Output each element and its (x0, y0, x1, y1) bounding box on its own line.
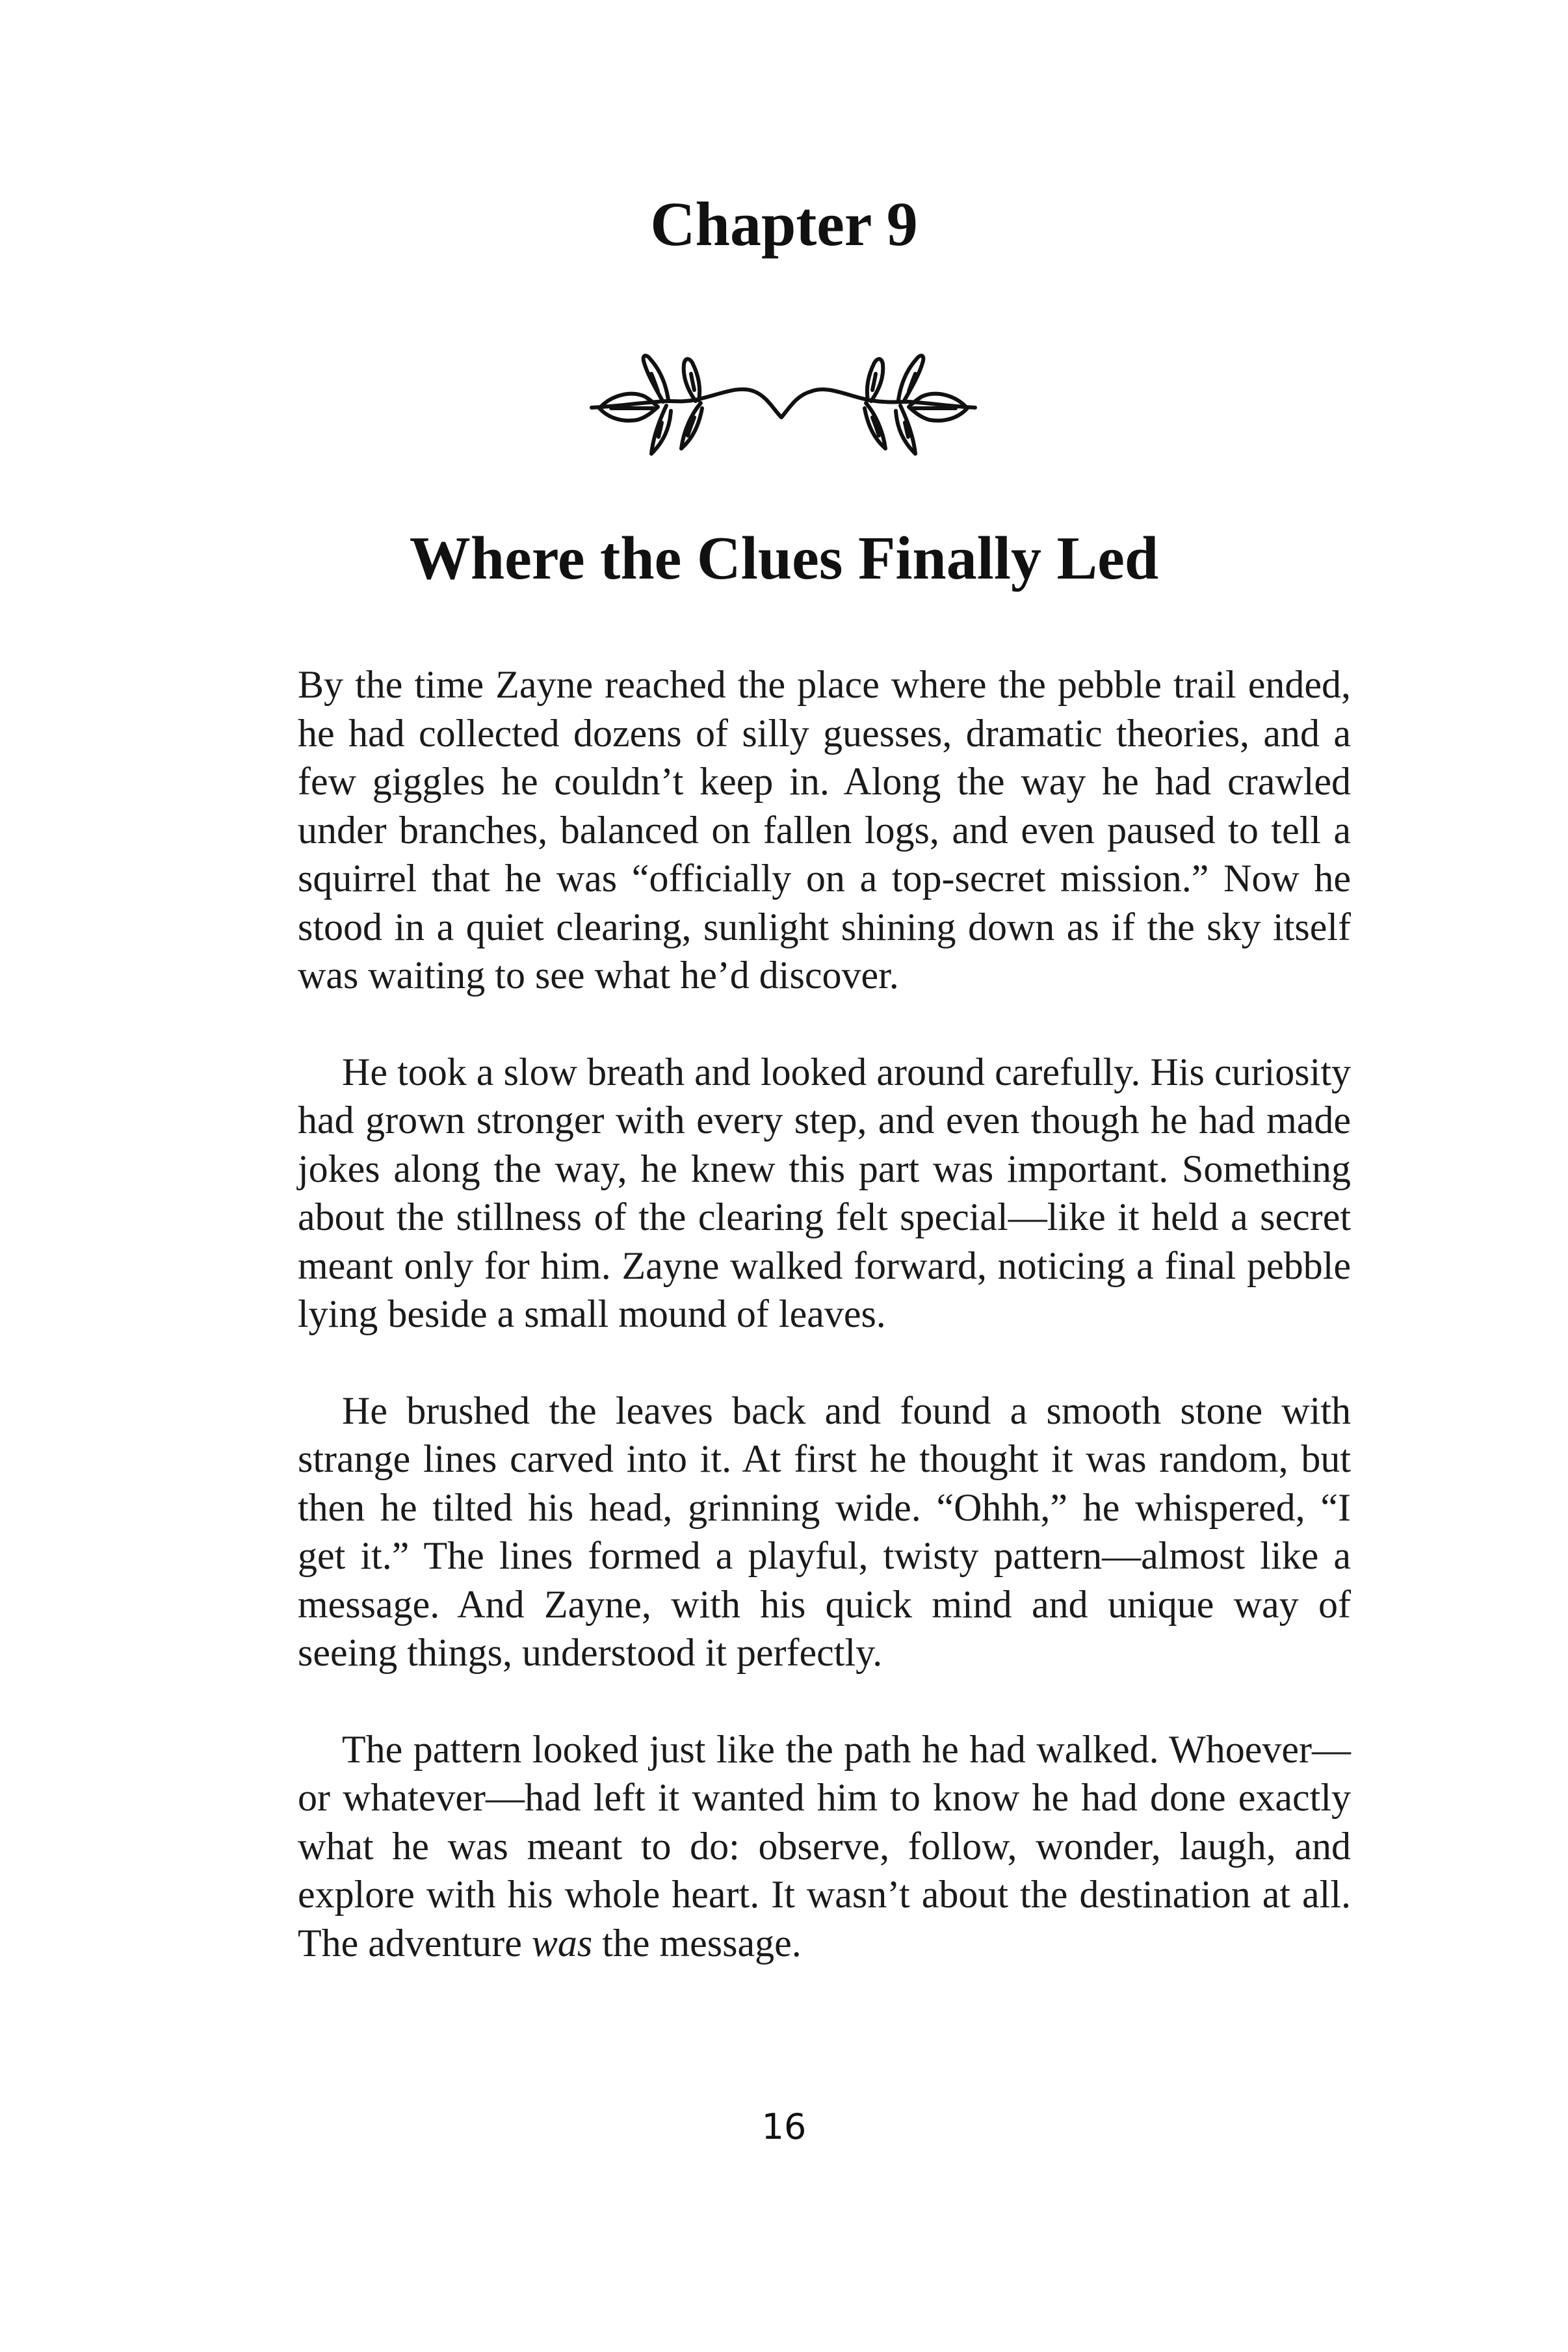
page-number: 16 (761, 2106, 807, 2147)
paragraph-4-text-after: the message. (592, 1921, 802, 1965)
paragraph-4-text-before: The pattern looked just like the path he had walked. Whoever—or whatever—had left it wanted him to know he had done exactly what he was meant to do: observe, follow, wonder, laugh, and explore with his whole heart. It wasn’t about the destination at all. The adventure (298, 1727, 1351, 1965)
paragraph-2: He took a slow breath and looked around carefully. His curiosity had grown stronger with every step, and even though he had made jokes along the way, he knew this part was important. Something about the stillness of the clearing felt special—like it held a secret meant only for him. Zayne walked forward, noticing a final pebble lying beside a small mound of leaves. (298, 1050, 1351, 1335)
paragraph-4-emphasis: was (531, 1921, 593, 1965)
chapter-number-heading: Chapter 9 (650, 189, 918, 259)
leaf-vine-divider-icon (540, 338, 1112, 468)
paragraph-1: By the time Zayne reached the place where the pebble trail ended, he had collected dozens of silly guesses, dramatic theories, and a few giggles he couldn’t keep in. Along the way he had crawled under branches, balanced on fallen logs, and even paused to tell a squirrel that he was “officially on a top-secret mission.” Now he stood in a quiet clearing, sunlight shining down as if the sky itself was waiting to see what he’d discover. (298, 663, 1351, 997)
chapter-title-heading: Where the Clues Finally Led (409, 525, 1159, 592)
paragraph-4 (298, 1725, 1351, 1968)
paragraph-3: He brushed the leaves back and found a smooth stone with strange lines carved into it. At first he thought it was random, but then he tilted his head, grinning wide. “Ohhh,” he whispered, “I get it.” The lines formed a playful, twisty pattern—almost like a message. And Zayne, with his quick mind and unique way of seeing things, understood it perfectly. (298, 1389, 1351, 1674)
chapter-body (298, 660, 1351, 2015)
